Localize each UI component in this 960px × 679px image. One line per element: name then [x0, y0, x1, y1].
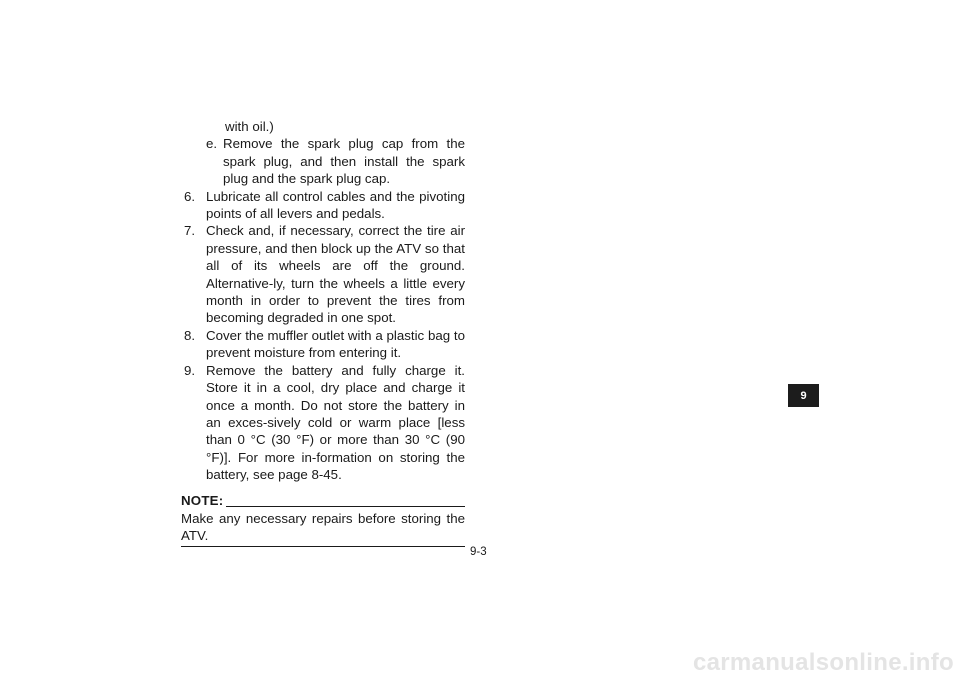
note-end-rule	[181, 546, 465, 547]
step-7-number: 7.	[184, 223, 196, 239]
step-8-text: Cover the muffler outlet with a plastic bag to prevent moisture from entering it.	[206, 327, 465, 361]
watermark: carmanualsonline.info	[692, 649, 954, 676]
step-6	[181, 188, 465, 223]
step-9-text: Remove the battery and fully charge it. Store it in a cool, dry place and charge it once a month. Do not store the battery in an exces-sively cold or warm place [less than 0 °C (30 °F) or more than 30 °C (90 °F)]. For more in-formation on storing the battery, see page 8-45.	[206, 362, 465, 483]
step-7-text: Check and, if necessary, correct the tire air pressure, and then block up the ATV so that all of its wheels are off the ground. Alternative-ly, turn the wheels a little every month in order to prevent the tires from becoming degraded in one spot.	[206, 223, 465, 326]
note-label: NOTE:	[181, 493, 224, 509]
page-number: 9-3	[470, 546, 487, 558]
step-e	[181, 135, 465, 187]
step-9-number: 9.	[184, 362, 196, 378]
note-header-rule	[226, 506, 465, 507]
chapter-tab: 9	[788, 384, 819, 407]
step-7	[181, 222, 465, 326]
step-e-text: Remove the spark plug cap from the spark plug, and then install the spark plug and the spark plug cap.	[223, 136, 465, 187]
step-9	[181, 362, 465, 484]
note-header	[181, 492, 465, 510]
step-8-number: 8.	[184, 327, 196, 343]
step-6-text: Lubricate all control cables and the pivoting points of all levers and pedals.	[206, 188, 465, 222]
manual-text-column	[181, 118, 465, 547]
step-6-number: 6.	[184, 188, 196, 204]
step-d-continuation: with oil.)	[225, 119, 274, 134]
step-e-number: e.	[206, 136, 218, 152]
step-8	[181, 327, 465, 362]
note-text: Make any necessary repairs before storing the ATV.	[181, 510, 465, 543]
